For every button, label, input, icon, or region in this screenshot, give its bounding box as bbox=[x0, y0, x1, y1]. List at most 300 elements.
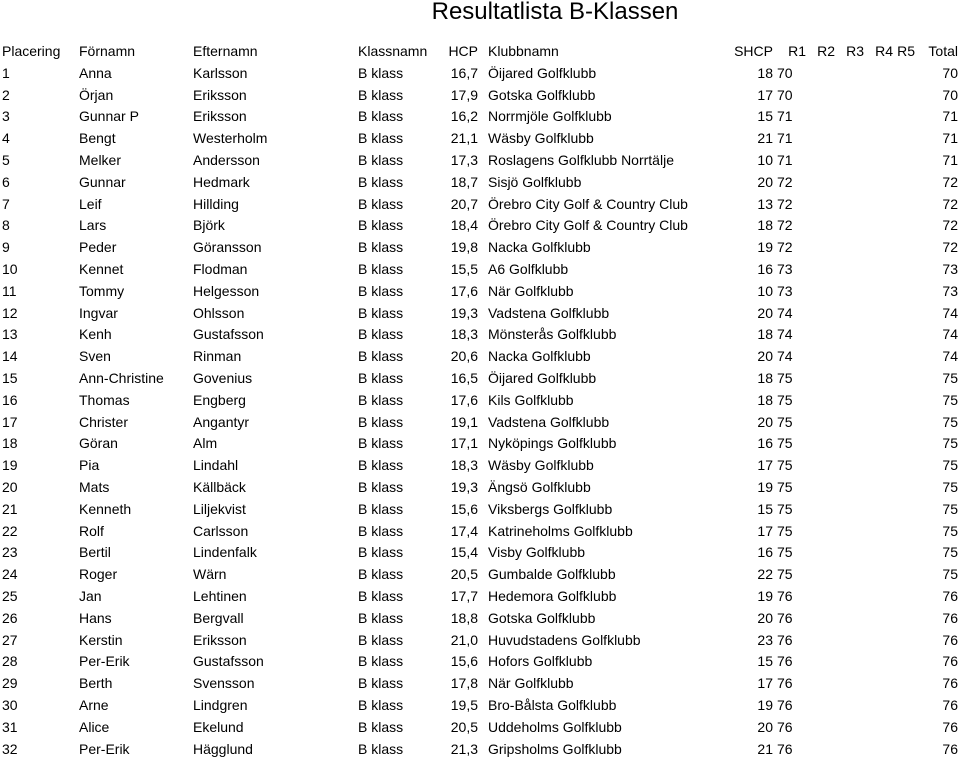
total-cell: 76 bbox=[942, 675, 958, 692]
fornamn-cell: Arne bbox=[79, 696, 109, 713]
placering-cell: 10 bbox=[2, 260, 18, 277]
fornamn-cell: Lars bbox=[79, 217, 107, 234]
klassnamn-cell: B klass bbox=[358, 369, 404, 386]
efternamn-cell: Göransson bbox=[193, 239, 262, 256]
klubbnamn-cell: När Golfklubb bbox=[488, 282, 574, 299]
total-cell: 74 bbox=[942, 348, 958, 365]
klassnamn-cell: B klass bbox=[358, 282, 404, 299]
klubbnamn-cell: Vadstena Golfklubb bbox=[488, 413, 610, 430]
klassnamn-cell: B klass bbox=[358, 522, 404, 539]
klubbnamn-cell: Katrineholms Golfklubb bbox=[488, 522, 633, 539]
shcp-cell: 18 bbox=[757, 391, 773, 408]
hcp-cell: 18,3 bbox=[450, 326, 478, 343]
shcp-cell: 19 bbox=[757, 696, 773, 713]
hcp-cell: 17,6 bbox=[450, 282, 478, 299]
fornamn-cell: Göran bbox=[79, 435, 118, 452]
r4-cell bbox=[866, 630, 895, 652]
table-row bbox=[0, 564, 960, 586]
placering-cell: 22 bbox=[2, 522, 18, 539]
table-row bbox=[0, 630, 960, 652]
klubbnamn-cell: Mönsterås Golfklubb bbox=[488, 326, 617, 343]
shcp-cell: 15 bbox=[757, 500, 773, 517]
r2-cell bbox=[808, 150, 837, 172]
hcp-cell: 15,4 bbox=[450, 544, 478, 561]
fornamn-cell: Roger bbox=[79, 566, 118, 583]
hcp-cell: 16,2 bbox=[450, 108, 478, 125]
r3-cell bbox=[837, 608, 866, 630]
hcp-cell: 20,6 bbox=[450, 348, 478, 365]
klassnamn-cell: B klass bbox=[358, 457, 404, 474]
placering-cell: 6 bbox=[2, 173, 10, 190]
r1-cell: 73 bbox=[777, 260, 793, 277]
r3-cell bbox=[837, 586, 866, 608]
table-row bbox=[0, 194, 960, 216]
r2-cell bbox=[808, 346, 837, 368]
r3-cell bbox=[837, 499, 866, 521]
klubbnamn-cell: Öijared Golfklubb bbox=[488, 369, 597, 386]
r5-cell bbox=[895, 455, 917, 477]
r3-cell bbox=[837, 630, 866, 652]
total-cell: 72 bbox=[942, 217, 958, 234]
efternamn-cell: Björk bbox=[193, 217, 225, 234]
r5-cell bbox=[895, 717, 917, 739]
fornamn-cell: Pia bbox=[79, 457, 100, 474]
fornamn-cell: Ingvar bbox=[79, 304, 118, 321]
placering-cell: 19 bbox=[2, 457, 18, 474]
r5-cell bbox=[895, 259, 917, 281]
total-cell: 71 bbox=[942, 130, 958, 147]
fornamn-cell: Ann-Christine bbox=[79, 369, 164, 386]
klubbnamn-cell: Norrmjöle Golfklubb bbox=[488, 108, 612, 125]
fornamn-cell: Hans bbox=[79, 609, 112, 626]
total-cell: 75 bbox=[942, 522, 958, 539]
shcp-cell: 21 bbox=[757, 740, 773, 757]
r5-cell bbox=[895, 477, 917, 499]
efternamn-cell: Svensson bbox=[193, 675, 255, 692]
table-row bbox=[0, 85, 960, 107]
shcp-cell: 18 bbox=[757, 64, 773, 81]
fornamn-cell: Kerstin bbox=[79, 631, 123, 648]
table-row bbox=[0, 281, 960, 303]
klassnamn-cell: B klass bbox=[358, 566, 404, 583]
r4-cell bbox=[866, 259, 895, 281]
r4-cell bbox=[866, 150, 895, 172]
hcp-cell: 21,1 bbox=[450, 130, 478, 147]
header-fornamn: Förnamn bbox=[79, 43, 136, 59]
r4-cell bbox=[866, 194, 895, 216]
r1-cell: 72 bbox=[777, 217, 793, 234]
hcp-cell: 19,3 bbox=[450, 478, 478, 495]
hcp-cell: 17,4 bbox=[450, 522, 478, 539]
klubbnamn-cell: Vadstena Golfklubb bbox=[488, 304, 610, 321]
klubbnamn-cell: A6 Golfklubb bbox=[488, 260, 569, 277]
klubbnamn-cell: Nacka Golfklubb bbox=[488, 348, 591, 365]
total-cell: 70 bbox=[942, 86, 958, 103]
fornamn-cell: Alice bbox=[79, 718, 110, 735]
efternamn-cell: Eriksson bbox=[193, 631, 247, 648]
efternamn-cell: Govenius bbox=[193, 369, 253, 386]
efternamn-cell: Flodman bbox=[193, 260, 248, 277]
hcp-cell: 15,5 bbox=[450, 260, 478, 277]
fornamn-cell: Gunnar bbox=[79, 173, 126, 190]
r3-cell bbox=[837, 455, 866, 477]
table-row bbox=[0, 673, 960, 695]
header-r4: R4 bbox=[875, 43, 893, 59]
table-row bbox=[0, 259, 960, 281]
total-cell: 74 bbox=[942, 326, 958, 343]
r2-cell bbox=[808, 368, 837, 390]
hcp-cell: 17,7 bbox=[450, 587, 478, 604]
r2-cell bbox=[808, 477, 837, 499]
hcp-cell: 15,6 bbox=[450, 500, 478, 517]
klubbnamn-cell: Wäsby Golfklubb bbox=[488, 457, 594, 474]
r4-cell bbox=[866, 128, 895, 150]
placering-cell: 12 bbox=[2, 304, 18, 321]
placering-cell: 25 bbox=[2, 587, 18, 604]
klubbnamn-cell: Gotska Golfklubb bbox=[488, 86, 596, 103]
r5-cell bbox=[895, 542, 917, 564]
placering-cell: 2 bbox=[2, 86, 10, 103]
placering-cell: 1 bbox=[2, 64, 10, 81]
r5-cell bbox=[895, 172, 917, 194]
klubbnamn-cell: Gumbalde Golfklubb bbox=[488, 566, 616, 583]
shcp-cell: 15 bbox=[757, 108, 773, 125]
shcp-cell: 19 bbox=[757, 587, 773, 604]
r3-cell bbox=[837, 63, 866, 85]
klubbnamn-cell: Kils Golfklubb bbox=[488, 391, 574, 408]
fornamn-cell: Peder bbox=[79, 239, 117, 256]
r3-cell bbox=[837, 346, 866, 368]
r2-cell bbox=[808, 128, 837, 150]
r5-cell bbox=[895, 412, 917, 434]
hcp-cell: 16,5 bbox=[450, 369, 478, 386]
r5-cell bbox=[895, 106, 917, 128]
hcp-cell: 17,1 bbox=[450, 435, 478, 452]
table-row bbox=[0, 63, 960, 85]
klassnamn-cell: B klass bbox=[358, 217, 404, 234]
hcp-cell: 18,3 bbox=[450, 457, 478, 474]
hcp-cell: 18,7 bbox=[450, 173, 478, 190]
shcp-cell: 16 bbox=[757, 544, 773, 561]
fornamn-cell: Örjan bbox=[79, 86, 114, 103]
r2-cell bbox=[808, 564, 837, 586]
table-row bbox=[0, 499, 960, 521]
table-row bbox=[0, 521, 960, 543]
r2-cell bbox=[808, 739, 837, 761]
table-row bbox=[0, 717, 960, 739]
placering-cell: 9 bbox=[2, 239, 10, 256]
efternamn-cell: Lindahl bbox=[193, 457, 239, 474]
r2-cell bbox=[808, 630, 837, 652]
klubbnamn-cell: Hedemora Golfklubb bbox=[488, 587, 617, 604]
klubbnamn-cell: Örebro City Golf & Country Club bbox=[488, 195, 688, 212]
page-title: Resultatlista B-Klassen bbox=[431, 0, 679, 25]
klubbnamn-cell: Visby Golfklubb bbox=[488, 544, 586, 561]
klassnamn-cell: B klass bbox=[358, 108, 404, 125]
r4-cell bbox=[866, 106, 895, 128]
shcp-cell: 20 bbox=[757, 304, 773, 321]
r3-cell bbox=[837, 390, 866, 412]
klubbnamn-cell: Nyköpings Golfklubb bbox=[488, 435, 617, 452]
shcp-cell: 23 bbox=[757, 631, 773, 648]
placering-cell: 24 bbox=[2, 566, 18, 583]
placering-cell: 31 bbox=[2, 718, 18, 735]
r4-cell bbox=[866, 172, 895, 194]
r5-cell bbox=[895, 521, 917, 543]
fornamn-cell: Mats bbox=[79, 478, 110, 495]
r5-cell bbox=[895, 128, 917, 150]
r2-cell bbox=[808, 651, 837, 673]
fornamn-cell: Gunnar P bbox=[79, 108, 139, 125]
r1-cell: 75 bbox=[777, 500, 793, 517]
r1-cell: 75 bbox=[777, 566, 793, 583]
efternamn-cell: Liljekvist bbox=[193, 500, 246, 517]
total-cell: 71 bbox=[942, 151, 958, 168]
hcp-cell: 19,3 bbox=[450, 304, 478, 321]
r5-cell bbox=[895, 390, 917, 412]
header-placering: Placering bbox=[2, 43, 61, 59]
fornamn-cell: Rolf bbox=[79, 522, 104, 539]
total-cell: 73 bbox=[942, 260, 958, 277]
r3-cell bbox=[837, 368, 866, 390]
klubbnamn-cell: Örebro City Golf & Country Club bbox=[488, 217, 688, 234]
r2-cell bbox=[808, 324, 837, 346]
efternamn-cell: Karlsson bbox=[193, 64, 248, 81]
shcp-cell: 21 bbox=[757, 130, 773, 147]
total-cell: 75 bbox=[942, 544, 958, 561]
r5-cell bbox=[895, 303, 917, 325]
r5-cell bbox=[895, 630, 917, 652]
total-cell: 71 bbox=[942, 108, 958, 125]
placering-cell: 5 bbox=[2, 151, 10, 168]
r4-cell bbox=[866, 368, 895, 390]
header-r5: R5 bbox=[897, 43, 915, 59]
r2-cell bbox=[808, 106, 837, 128]
r4-cell bbox=[866, 433, 895, 455]
r4-cell bbox=[866, 477, 895, 499]
r1-cell: 71 bbox=[777, 151, 793, 168]
total-cell: 75 bbox=[942, 478, 958, 495]
r3-cell bbox=[837, 194, 866, 216]
r1-cell: 70 bbox=[777, 86, 793, 103]
klubbnamn-cell: Öijared Golfklubb bbox=[488, 64, 597, 81]
placering-cell: 26 bbox=[2, 609, 18, 626]
hcp-cell: 20,5 bbox=[450, 718, 478, 735]
total-cell: 72 bbox=[942, 173, 958, 190]
efternamn-cell: Gustafsson bbox=[193, 326, 264, 343]
fornamn-cell: Kenneth bbox=[79, 500, 132, 517]
efternamn-cell: Helgesson bbox=[193, 282, 260, 299]
r2-cell bbox=[808, 237, 837, 259]
r2-cell bbox=[808, 455, 837, 477]
klassnamn-cell: B klass bbox=[358, 304, 404, 321]
r4-cell bbox=[866, 739, 895, 761]
r4-cell bbox=[866, 85, 895, 107]
r1-cell: 71 bbox=[777, 130, 793, 147]
r3-cell bbox=[837, 564, 866, 586]
hcp-cell: 17,9 bbox=[450, 86, 478, 103]
table-row bbox=[0, 608, 960, 630]
efternamn-cell: Källbäck bbox=[193, 478, 246, 495]
total-cell: 76 bbox=[942, 609, 958, 626]
klassnamn-cell: B klass bbox=[358, 587, 404, 604]
r3-cell bbox=[837, 172, 866, 194]
r1-cell: 72 bbox=[777, 173, 793, 190]
r1-cell: 76 bbox=[777, 653, 793, 670]
shcp-cell: 17 bbox=[757, 675, 773, 692]
fornamn-cell: Melker bbox=[79, 151, 122, 168]
klubbnamn-cell: Ängsö Golfklubb bbox=[488, 478, 591, 495]
table-row bbox=[0, 106, 960, 128]
r5-cell bbox=[895, 499, 917, 521]
hcp-cell: 19,1 bbox=[450, 413, 478, 430]
klassnamn-cell: B klass bbox=[358, 348, 404, 365]
fornamn-cell: Per-Erik bbox=[79, 740, 130, 757]
r4-cell bbox=[866, 542, 895, 564]
table-row bbox=[0, 368, 960, 390]
r1-cell: 76 bbox=[777, 587, 793, 604]
klassnamn-cell: B klass bbox=[358, 544, 404, 561]
r5-cell bbox=[895, 368, 917, 390]
r2-cell bbox=[808, 608, 837, 630]
klassnamn-cell: B klass bbox=[358, 151, 404, 168]
table-row bbox=[0, 237, 960, 259]
table-row bbox=[0, 324, 960, 346]
r4-cell bbox=[866, 303, 895, 325]
table-row bbox=[0, 455, 960, 477]
table-row bbox=[0, 303, 960, 325]
r1-cell: 76 bbox=[777, 609, 793, 626]
r1-cell: 75 bbox=[777, 413, 793, 430]
klassnamn-cell: B klass bbox=[358, 718, 404, 735]
r4-cell bbox=[866, 564, 895, 586]
efternamn-cell: Bergvall bbox=[193, 609, 244, 626]
placering-cell: 7 bbox=[2, 195, 10, 212]
fornamn-cell: Sven bbox=[79, 348, 111, 365]
placering-cell: 32 bbox=[2, 740, 18, 757]
r3-cell bbox=[837, 128, 866, 150]
efternamn-cell: Lindenfalk bbox=[193, 544, 257, 561]
r5-cell bbox=[895, 346, 917, 368]
efternamn-cell: Hägglund bbox=[193, 740, 253, 757]
klassnamn-cell: B klass bbox=[358, 413, 404, 430]
r3-cell bbox=[837, 651, 866, 673]
klassnamn-cell: B klass bbox=[358, 740, 404, 757]
r5-cell bbox=[895, 608, 917, 630]
shcp-cell: 16 bbox=[757, 260, 773, 277]
shcp-cell: 20 bbox=[757, 173, 773, 190]
klubbnamn-cell: Gotska Golfklubb bbox=[488, 609, 596, 626]
shcp-cell: 20 bbox=[757, 348, 773, 365]
r5-cell bbox=[895, 324, 917, 346]
shcp-cell: 22 bbox=[757, 566, 773, 583]
r4-cell bbox=[866, 237, 895, 259]
r2-cell bbox=[808, 259, 837, 281]
r2-cell bbox=[808, 586, 837, 608]
r3-cell bbox=[837, 303, 866, 325]
r1-cell: 70 bbox=[777, 64, 793, 81]
placering-cell: 3 bbox=[2, 108, 10, 125]
r5-cell bbox=[895, 215, 917, 237]
placering-cell: 14 bbox=[2, 348, 18, 365]
total-cell: 76 bbox=[942, 631, 958, 648]
klassnamn-cell: B klass bbox=[358, 391, 404, 408]
table-row bbox=[0, 128, 960, 150]
r3-cell bbox=[837, 324, 866, 346]
efternamn-cell: Rinman bbox=[193, 348, 242, 365]
efternamn-cell: Hedmark bbox=[193, 173, 250, 190]
total-cell: 70 bbox=[942, 64, 958, 81]
klassnamn-cell: B klass bbox=[358, 86, 404, 103]
shcp-cell: 18 bbox=[757, 369, 773, 386]
header-hcp: HCP bbox=[448, 43, 478, 59]
klubbnamn-cell: Bro-Bålsta Golfklubb bbox=[488, 696, 617, 713]
r1-cell: 75 bbox=[777, 457, 793, 474]
r2-cell bbox=[808, 303, 837, 325]
fornamn-cell: Per-Erik bbox=[79, 653, 130, 670]
efternamn-cell: Engberg bbox=[193, 391, 246, 408]
r3-cell bbox=[837, 281, 866, 303]
shcp-cell: 18 bbox=[757, 326, 773, 343]
placering-cell: 8 bbox=[2, 217, 10, 234]
r4-cell bbox=[866, 412, 895, 434]
fornamn-cell: Bengt bbox=[79, 130, 116, 147]
r1-cell: 75 bbox=[777, 544, 793, 561]
r1-cell: 76 bbox=[777, 718, 793, 735]
r4-cell bbox=[866, 673, 895, 695]
hcp-cell: 18,8 bbox=[450, 609, 478, 626]
r1-cell: 76 bbox=[777, 696, 793, 713]
r1-cell: 74 bbox=[777, 304, 793, 321]
r4-cell bbox=[866, 324, 895, 346]
r5-cell bbox=[895, 695, 917, 717]
shcp-cell: 10 bbox=[757, 282, 773, 299]
total-cell: 73 bbox=[942, 282, 958, 299]
klassnamn-cell: B klass bbox=[358, 478, 404, 495]
r4-cell bbox=[866, 499, 895, 521]
r1-cell: 75 bbox=[777, 522, 793, 539]
r4-cell bbox=[866, 651, 895, 673]
table-row bbox=[0, 215, 960, 237]
r2-cell bbox=[808, 521, 837, 543]
r5-cell bbox=[895, 150, 917, 172]
efternamn-cell: Angantyr bbox=[193, 413, 250, 430]
shcp-cell: 15 bbox=[757, 653, 773, 670]
placering-cell: 21 bbox=[2, 500, 18, 517]
r5-cell bbox=[895, 63, 917, 85]
table-row bbox=[0, 542, 960, 564]
placering-cell: 27 bbox=[2, 631, 18, 648]
efternamn-cell: Eriksson bbox=[193, 86, 247, 103]
r1-cell: 75 bbox=[777, 391, 793, 408]
r2-cell bbox=[808, 717, 837, 739]
r2-cell bbox=[808, 542, 837, 564]
r5-cell bbox=[895, 85, 917, 107]
total-cell: 76 bbox=[942, 740, 958, 757]
header-efternamn: Efternamn bbox=[193, 43, 258, 59]
placering-cell: 4 bbox=[2, 130, 10, 147]
r2-cell bbox=[808, 63, 837, 85]
shcp-cell: 19 bbox=[757, 478, 773, 495]
efternamn-cell: Lehtinen bbox=[193, 587, 247, 604]
shcp-cell: 17 bbox=[757, 86, 773, 103]
header-klassnamn: Klassnamn bbox=[358, 43, 428, 59]
fornamn-cell: Tommy bbox=[79, 282, 125, 299]
r3-cell bbox=[837, 237, 866, 259]
klubbnamn-cell: Hofors Golfklubb bbox=[488, 653, 593, 670]
table-row bbox=[0, 346, 960, 368]
efternamn-cell: Ohlsson bbox=[193, 304, 245, 321]
